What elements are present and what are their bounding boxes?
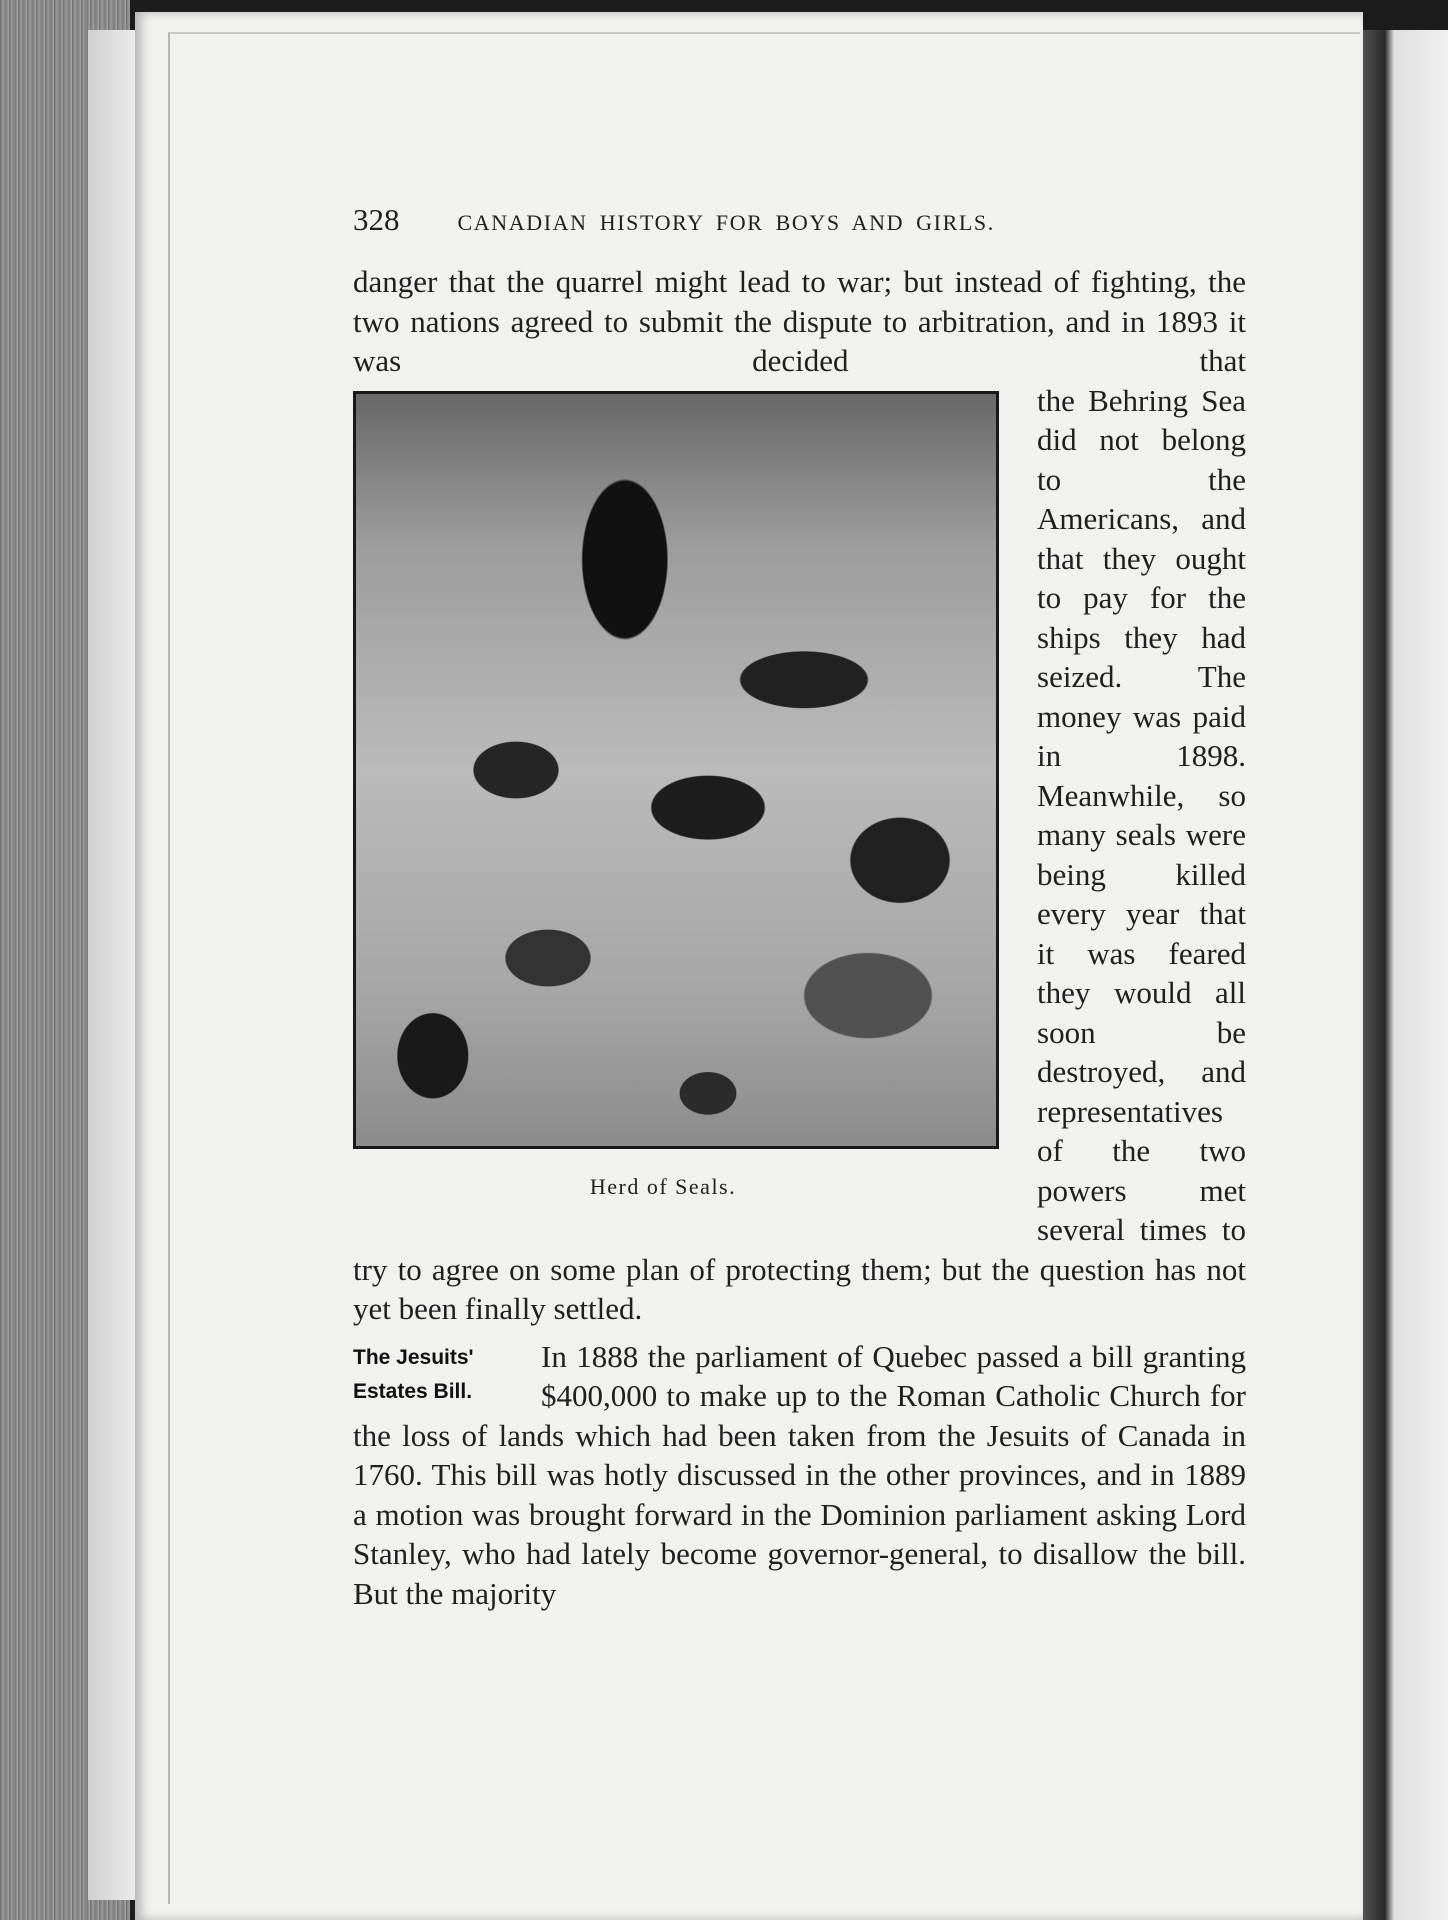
- paragraph-intro: danger that the quarrel might lead to war; but instead of fighting, the two nations agreed to submit the dispute to arbitration, and in 1893 it was decided that: [353, 264, 1246, 378]
- paragraph-wrap: the Behring Sea did not belong to the Americans, and that they ought to pay for the ships they had seized. The money was paid in 1898. Meanwhile, so many seals were being killed every year that it was feared they would all soon be destroyed, and representatives of the two powers met several times to try to agree on some plan of protecting them; but the question has not yet been finally settled.: [353, 382, 1246, 1326]
- running-head: CANADIAN HISTORY FOR BOYS AND GIRLS.: [457, 210, 995, 235]
- sidenote-line-2: Estates Bill.: [353, 1379, 473, 1403]
- seal-herd-photo: [353, 391, 999, 1149]
- figure: [353, 391, 1013, 1233]
- paragraph-jesuits-estates: In 1888 the parliament of Quebec passed a bill granting $400,000 to make up to the Roman Catholic Church for the loss of lands which had been taken from the Jesuits of Canada in 1760. This bill was hotly discussed in the other provinces, and in 1889 a motion was brought forward in the Dominion parliament asking Lord Stanley, who had lately become governor-general, to disallow the bill. But the majority: [353, 1338, 1246, 1611]
- book-page-edge-light: [88, 30, 138, 1900]
- sidenote-line-1: The Jesuits': [353, 1345, 474, 1369]
- page-number: 328: [353, 202, 400, 237]
- next-page-edge: [1358, 30, 1448, 1920]
- page-header: [353, 200, 1246, 242]
- page-content: [353, 200, 1246, 1613]
- figure-caption: Herd of Seals.: [589, 1173, 737, 1199]
- sidenote: [353, 1341, 541, 1409]
